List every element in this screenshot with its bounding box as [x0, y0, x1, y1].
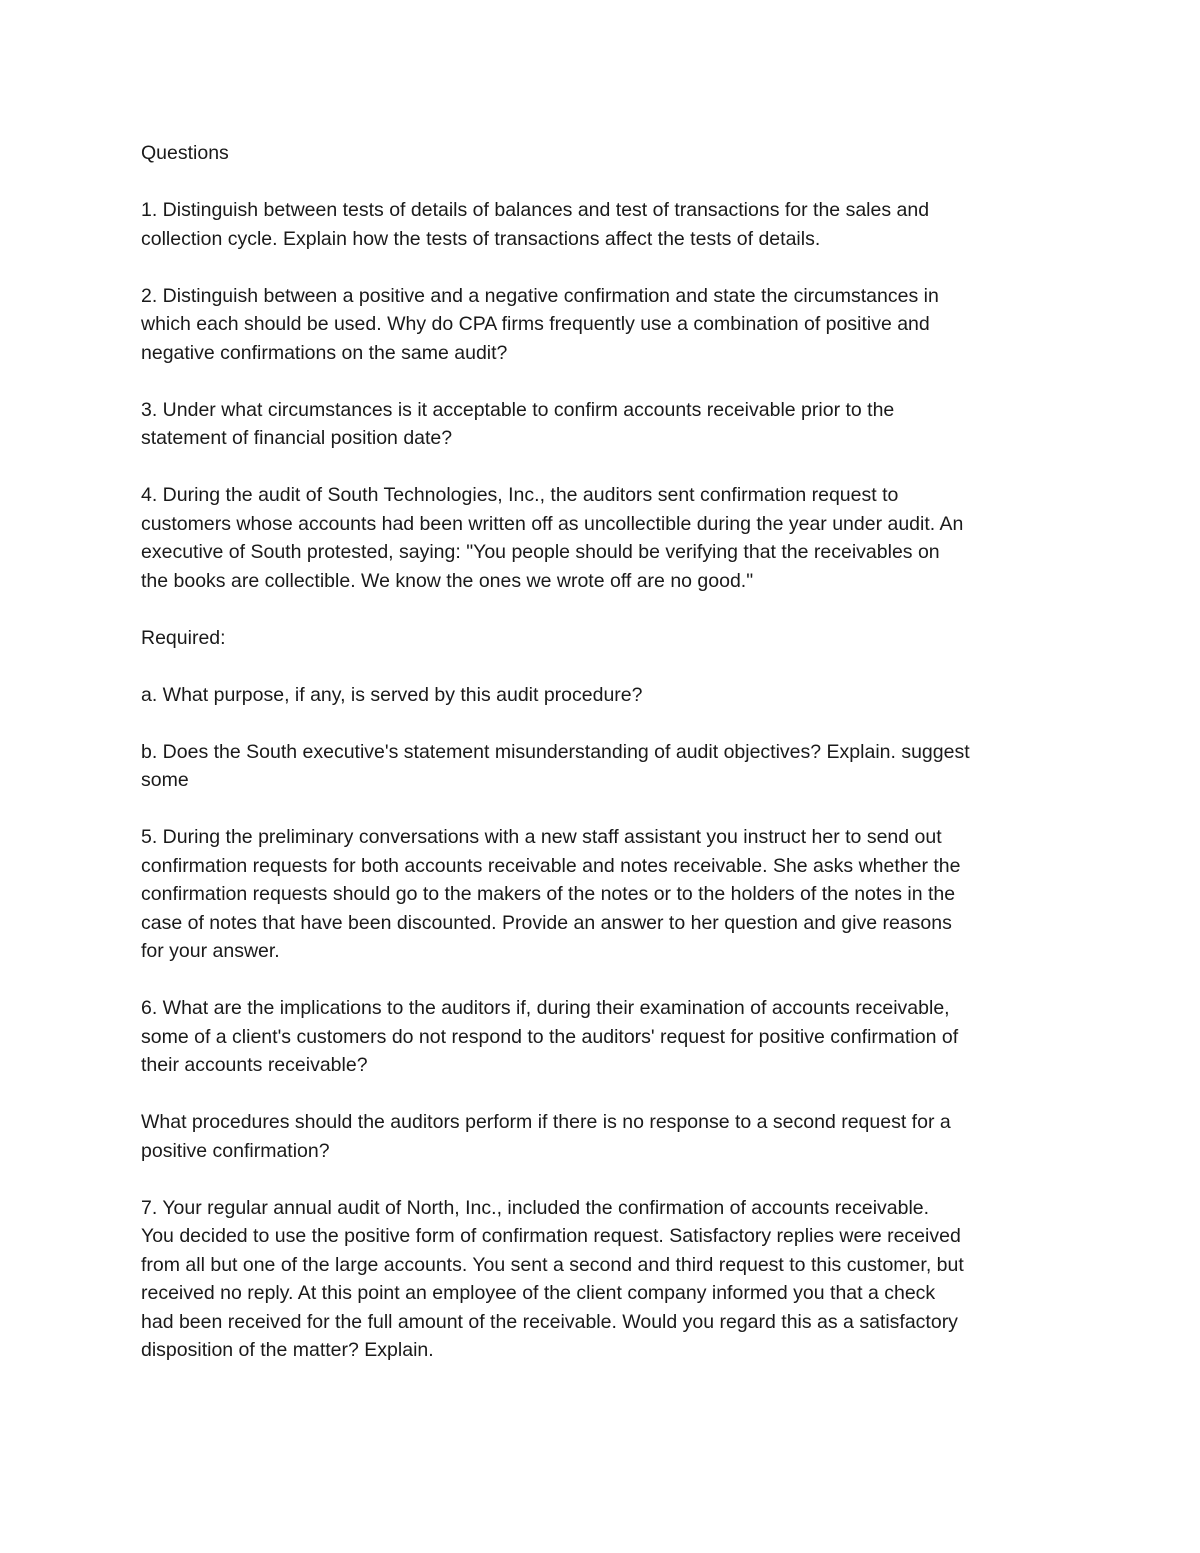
document-body: [141, 139, 1066, 1365]
question-1: 1. Distinguish between tests of details of balances and test of transactions for the sales and collection cycle. Explain how the tests of transactions affect the tests of details.: [141, 199, 930, 250]
question-4b: b. Does the South executive's statement misunderstanding of audit objectives? Explain. suggest some: [141, 740, 970, 791]
question-4a: a. What purpose, if any, is served by this audit procedure?: [141, 683, 643, 706]
question-2: 2. Distinguish between a positive and a negative confirmation and state the circumstances in which each should be used. Why do CPA firms frequently use a combination of positive and negative confirmations on the same audit?: [141, 284, 939, 364]
question-7: 7. Your regular annual audit of North, Inc., included the confirmation of accounts receivable. You decided to use the positive form of confirmation request. Satisfactory replies were received from all but one of the large accounts. You sent a second and third request to this customer, but received no reply. At this point an employee of the client company informed you that a check had been received for the full amount of the receivable. Would you regard this as a satisfactory disposition of the matter? Explain.: [141, 1196, 964, 1361]
question-3: 3. Under what circumstances is it acceptable to confirm accounts receivable prior to the statement of financial position date?: [141, 398, 895, 449]
question-5: 5. During the preliminary conversations with a new staff assistant you instruct her to send out confirmation requests for both accounts receivable and notes receivable. She asks whether the confirmation requests should go to the makers of the notes or to the holders of the notes in the case of notes that have been discounted. Provide an answer to her question and give reasons for your answer.: [141, 826, 961, 962]
question-4: 4. During the audit of South Technologies, Inc., the auditors sent confirmation request to customers whose accounts had been written off as uncollectible during the year under audit. An executive of South protested, saying: "You people should be verifying that the receivables on the books are collectible. We know the ones we wrote off are no good.": [141, 484, 964, 592]
question-6: 6. What are the implications to the auditors if, during their examination of accounts receivable, some of a client's customers do not respond to the auditors' request for positive confirmation of their accounts receivable?: [141, 997, 959, 1076]
question-6-followup: What procedures should the auditors perform if there is no response to a second request for a positive confirmation?: [141, 1111, 951, 1162]
document-heading: Questions: [141, 142, 229, 164]
required-label: Required:: [141, 626, 226, 649]
